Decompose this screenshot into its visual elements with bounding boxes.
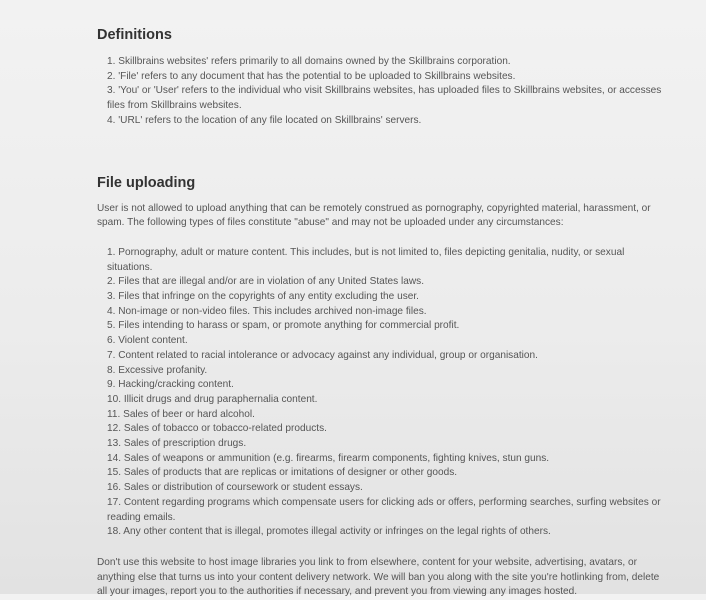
list-item: 16. Sales or distribution of coursework or student essays.: [107, 482, 363, 494]
list-item: 17. Content regarding programs which compensate users for clicking ads or offers, performing searches, surfing websites or reading emails.: [107, 496, 661, 523]
list-item: 1. Pornography, adult or mature content. This includes, but is not limited to, files depicting genitalia, nudity, or sexual situations.: [107, 246, 625, 273]
list-item: 18. Any other content that is illegal, promotes illegal activity or infringes on the legal rights of others.: [107, 526, 551, 538]
list-item: 8. Excessive profanity.: [107, 364, 208, 376]
terms-content: [97, 24, 667, 600]
list-item: 2. 'File' refers to any document that has the potential to be uploaded to Skillbrains websites.: [107, 70, 516, 82]
list-item: 2. Files that are illegal and/or are in violation of any United States laws.: [107, 276, 425, 288]
file-uploading-intro: User is not allowed to upload anything that can be remotely construed as pornography, copyrighted material, harassment, or spam. The following types of files constitute "abuse" and may not be uploaded under any circumstances:: [97, 202, 651, 229]
list-item: 1. Skillbrains websites' refers primarily to all domains owned by the Skillbrains corporation.: [107, 56, 511, 67]
abuse-rules-list: [97, 246, 667, 540]
list-item: 9. Hacking/cracking content.: [107, 379, 234, 391]
definitions-list: [97, 55, 667, 129]
file-uploading-heading: File uploading: [97, 174, 196, 191]
list-item: 10. Illicit drugs and drug paraphernalia content.: [107, 393, 318, 405]
list-item: 6. Violent content.: [107, 335, 188, 347]
list-item: 4. 'URL' refers to the location of any file located on Skillbrains' servers.: [107, 114, 422, 126]
list-item: 3. 'You' or 'User' refers to the individual who visit Skillbrains websites, has uploaded files to Skillbrains websites, or accesses files from Skillbrains websites.: [107, 85, 662, 112]
list-item: 15. Sales of products that are replicas or imitations of designer or other goods.: [107, 467, 458, 479]
list-item: 7. Content related to racial intolerance or advocacy against any individual, group or organisation.: [107, 349, 538, 361]
list-item: 14. Sales of weapons or ammunition (e.g. firearms, firearm components, fighting knives, stun guns.: [107, 452, 550, 464]
file-uploading-outro: Don't use this website to host image libraries you link to from elsewhere, content for your website, advertising, avatars, or anything else that turns us into your content delivery network. We will ban you along with the site you're hotlinking from, delete all your images, report you to the authorities if necessary, and prevent you from viewing any images hosted.: [97, 556, 660, 598]
list-item: 11. Sales of beer or hard alcohol.: [107, 408, 255, 420]
list-item: 4. Non-image or non-video files. This includes archived non-image files.: [107, 305, 427, 317]
list-item: 13. Sales of prescription drugs.: [107, 438, 247, 450]
list-item: 12. Sales of tobacco or tobacco-related products.: [107, 423, 327, 435]
list-item: 3. Files that infringe on the copyrights of any entity excluding the user.: [107, 291, 419, 303]
list-item: 5. Files intending to harass or spam, or promote anything for commercial profit.: [107, 320, 460, 332]
definitions-heading: Definitions: [97, 27, 172, 43]
